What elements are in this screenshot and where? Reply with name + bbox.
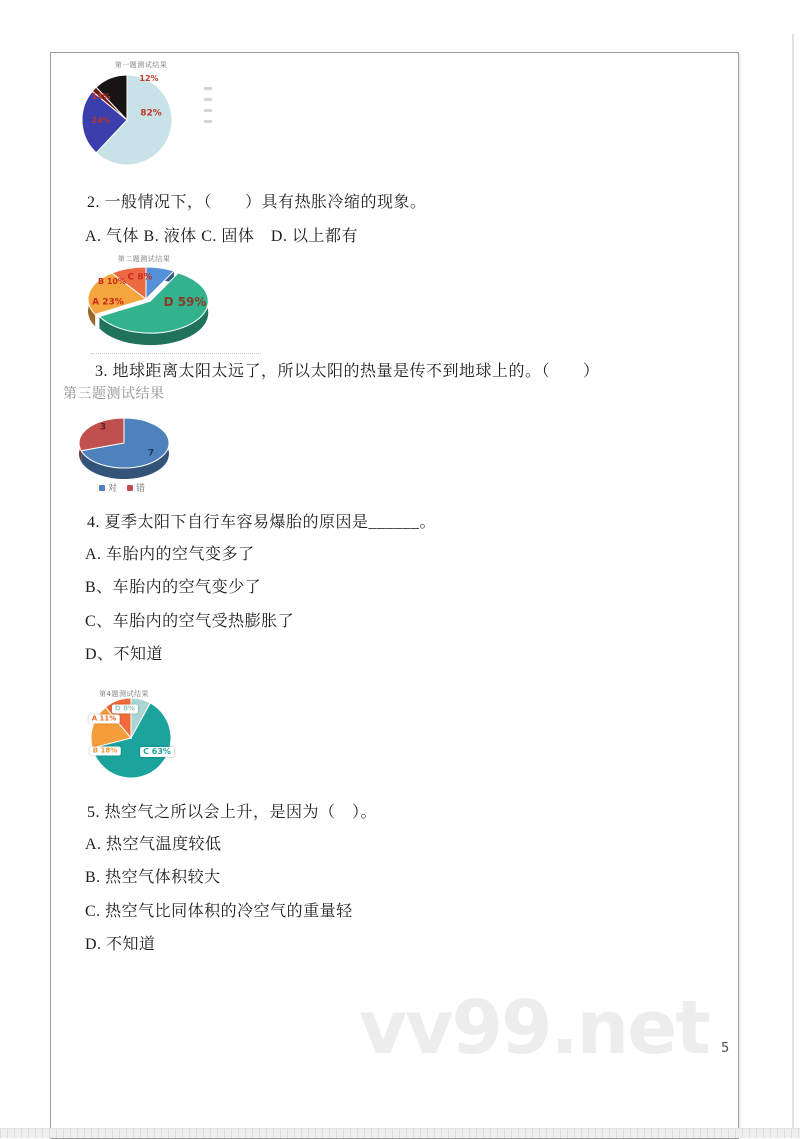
pie-slice-label: 82% — [140, 108, 162, 119]
pie-chart-question3 — [63, 405, 241, 503]
question-5-option-b: B. 热空气体积较大 — [85, 869, 221, 886]
legend-mark — [204, 120, 212, 123]
legend-label: 错 — [136, 484, 146, 494]
pie-slice-label: D 8% — [112, 705, 138, 714]
question-4-option-d: D、不知道 — [85, 646, 164, 663]
legend-mark — [204, 109, 212, 112]
chart-title: 第一题测试结果 — [114, 61, 168, 69]
legend-swatch-red — [127, 485, 133, 491]
question-4-option-c: C、车胎内的空气受热膨胀了 — [85, 613, 295, 630]
legend-label: 对 — [108, 484, 118, 494]
faint-gridline — [91, 353, 261, 354]
pie-slice-label: 7 — [147, 448, 155, 459]
pie-chart-question2 — [86, 251, 231, 351]
pie-chart-question4 — [86, 686, 236, 793]
legend-item — [99, 481, 117, 494]
pie-slice-label: D 59% — [163, 295, 207, 309]
mini-legend — [204, 87, 212, 123]
question-5-text: 5. 热空气之所以会上升，是因为（ ）。 — [87, 804, 378, 821]
question-3-text: 3. 地球距离太阳太远了，所以太阳的热量是传不到地球上的。（ ） — [95, 363, 600, 380]
legend-mark — [204, 98, 212, 101]
question-2-options: A. 气体 B. 液体 C. 固体 D. 以上都有 — [85, 228, 358, 245]
pie-chart-question1 — [71, 57, 221, 172]
question-5-option-a: A. 热空气温度较低 — [85, 836, 222, 853]
chart-legend — [99, 481, 145, 494]
question-2-text: 2. 一般情况下，（ ）具有热胀冷缩的现象。 — [87, 194, 427, 211]
question-5-option-d: D. 不知道 — [85, 936, 156, 953]
pie-slice-label: 3 — [99, 422, 107, 433]
chart-title: 第二题测试结果 — [117, 255, 171, 263]
pie-slice-label: C 8% — [127, 272, 153, 283]
pie-svg — [86, 686, 236, 793]
legend-item — [127, 481, 145, 494]
question-4-option-a: A. 车胎内的空气变多了 — [85, 546, 255, 563]
pie-slice-label: A 23% — [92, 297, 124, 308]
pie-slice-label: 24% — [91, 116, 111, 125]
pie-slice-label: 14% — [91, 92, 111, 101]
question-5-option-c: C. 热空气比同体积的冷空气的重量轻 — [85, 903, 353, 920]
pie-slice-label: A 11% — [89, 715, 120, 724]
pie-slice-label: 12% — [139, 74, 159, 83]
legend-swatch-blue — [99, 485, 105, 491]
document-page — [50, 52, 739, 1139]
watermark: vv99.net — [359, 985, 709, 1071]
pie-slice-label: B 10% — [97, 277, 127, 286]
pie-slice-label: C 63% — [140, 747, 174, 757]
legend-mark — [204, 87, 212, 90]
question-4-option-b: B、车胎内的空气变少了 — [85, 579, 262, 596]
question-3-result-label: 第三题测试结果 — [63, 387, 165, 402]
page-number: 5 — [721, 1041, 730, 1056]
right-page-edge-line — [792, 34, 794, 1137]
pie-slice-label: B 18% — [90, 747, 121, 756]
question-4-text: 4. 夏季太阳下自行车容易爆胎的原因是______。 — [87, 514, 437, 531]
chart-title: 第4题测试结果 — [99, 690, 149, 698]
